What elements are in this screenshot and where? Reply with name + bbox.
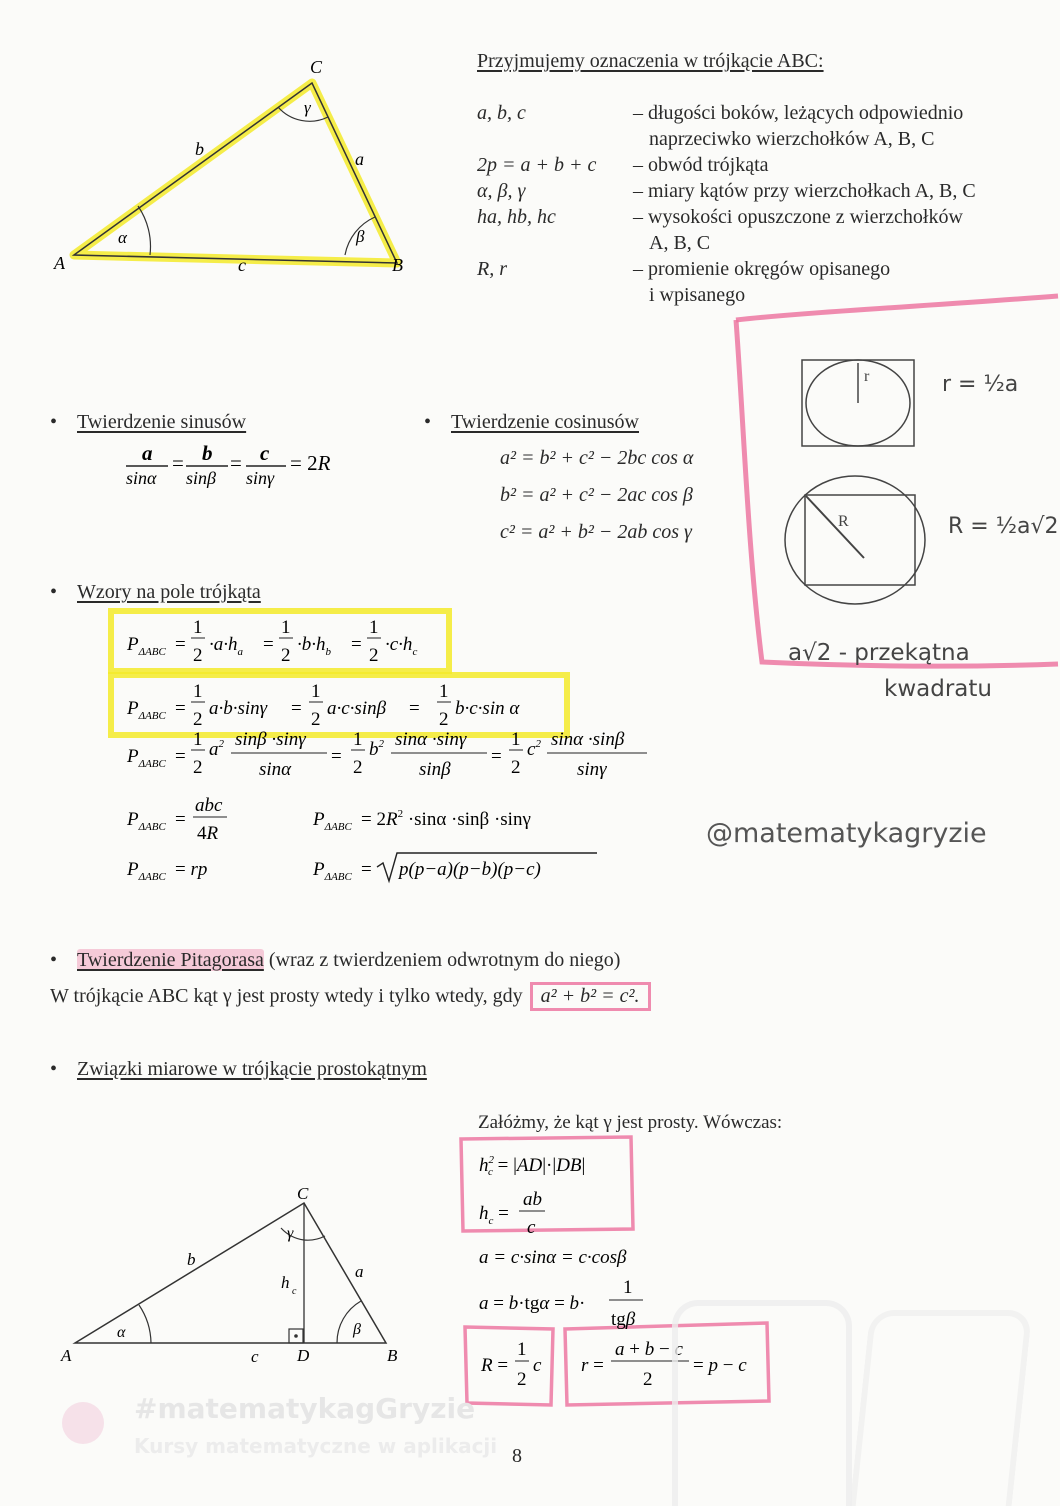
notation-heading: Przyjmujemy oznaczenia w trójkącie ABC: (477, 50, 824, 72)
note-r-formula: r = ½a (942, 372, 1019, 397)
svg-text:=: = (351, 634, 362, 655)
svg-text:a = b·tgα = b·: a = b·tgα = b· (479, 1293, 586, 1314)
side-b-label: b (195, 139, 204, 159)
svg-text:PΔABC: $P_{\Delta ABC}$ (127, 746, 166, 770)
area-formulas-block (105, 605, 665, 905)
pythagoras-heading: • Twierdzenie Pitagorasa (wraz z twierdzeniem odwrotnym do niego) (50, 949, 621, 971)
phone-mockup-icon (672, 1300, 852, 1506)
svg-text:= p − c: = p − c (693, 1355, 747, 1376)
svg-text:2: 2 (281, 645, 291, 666)
svg-text:1: 1 (623, 1277, 633, 1298)
svg-text:2: 2 (193, 645, 203, 666)
vertex-a-label: A (54, 253, 65, 273)
svg-text:1: 1 (193, 681, 203, 702)
svg-text:c: c (533, 1355, 542, 1376)
triangle-abc-diagram (40, 45, 440, 285)
side-c-label: c (238, 255, 246, 275)
svg-text:PΔABC: $P_{\Delta ABC}$ (127, 809, 166, 833)
svg-text:1: 1 (439, 681, 449, 702)
svg-text:b: b (187, 1250, 196, 1269)
note-diagonal: a√2 - przekątna (788, 640, 970, 666)
svg-text:abc: abc (195, 795, 223, 816)
svg-text:=: = (172, 451, 184, 475)
svg-text:h2c = |AD|·|DB|: $h^2$ c = |AD|·|DB| (479, 1154, 586, 1178)
svg-text:=: = (291, 698, 302, 719)
svg-text:c2: $c^2$ (527, 738, 541, 760)
svg-text:sinβ: sinβ (419, 759, 451, 780)
svg-text:PΔABC: $P_{\Delta ABC}$ (127, 698, 166, 722)
svg-text:2: 2 (193, 757, 203, 778)
svg-text:p(p−a)(p−b)(p−c): p(p−a)(p−b)(p−c) (399, 859, 541, 880)
cosine-theorem-title: • Twierdzenie cosinusów (451, 411, 639, 434)
notation-row: α, β, γ – miary kątów przy wierzchołkach A, B, C (477, 180, 976, 202)
svg-text:sinα: sinα (126, 468, 157, 488)
cosine-line-b: b² = a² + c² − 2ac cos β (500, 484, 693, 506)
svg-text:b·c·sin α: b·c·sin α (455, 698, 520, 719)
page-number: 8 (512, 1445, 522, 1467)
svg-text:sinγ: sinγ (577, 759, 607, 780)
svg-text:=: = (491, 746, 502, 767)
svg-text:B: B (387, 1346, 398, 1365)
svg-text:= rp: = rp (175, 859, 208, 880)
svg-text:R =: R = (481, 1355, 509, 1376)
svg-text:1: 1 (311, 681, 321, 702)
svg-text:a2: $a^2$ (209, 738, 224, 760)
svg-text:=: = (331, 746, 342, 767)
notation-table (477, 102, 1037, 310)
svg-text:c: c (260, 441, 270, 465)
square-inscribed-circle-sketch (796, 355, 922, 449)
sine-theorem-formula (122, 438, 347, 490)
svg-text:PΔABC: $P_{\Delta ABC}$ (313, 809, 352, 833)
svg-text:1: 1 (517, 1339, 527, 1360)
note-big-r-formula: R = ½a√2 (948, 514, 1059, 539)
svg-text:2: 2 (311, 709, 321, 730)
svg-text:1: 1 (511, 729, 521, 750)
svg-text:2: 2 (517, 1369, 527, 1390)
svg-text:α: α (117, 1324, 126, 1341)
svg-text:b2: $b^2$ (369, 738, 384, 760)
svg-text:a = c·sinα = c·cosβ: a = c·sinα = c·cosβ (479, 1247, 627, 1268)
svg-text:ab: ab (523, 1189, 542, 1210)
notation-row: ha, hb, hc – wysokości opuszczone z wierzchołków A, B, C (477, 206, 963, 254)
svg-text:β: β (353, 1321, 361, 1338)
svg-text:c: c (292, 1286, 297, 1297)
right-triangle-intro: Załóżmy, że kąt γ jest prosty. Wówczas: (478, 1112, 783, 1133)
svg-text:·c·hc: $\cdot c\cdot h_c$ (385, 634, 418, 658)
svg-text:hc =: $h_c$ = (479, 1203, 509, 1227)
notation-row: R, r – promienie okręgów opisanego i wpisanego (477, 258, 891, 306)
area-formulas-title: • Wzory na pole trójkąta (77, 581, 261, 604)
svg-text:2: 2 (439, 709, 449, 730)
watermark-subtitle: Kursy matematyczne w aplikacji (134, 1434, 498, 1458)
pythagoras-title: Twierdzenie Pitagorasa (77, 949, 264, 971)
author-handle: @matematykagryzie (706, 818, 987, 849)
svg-text:r =: r = (581, 1355, 604, 1376)
svg-text:c: c (251, 1347, 259, 1366)
svg-text:=: = (409, 698, 420, 719)
sine-theorem-title: • Twierdzenie sinusów (77, 411, 246, 434)
svg-text:c: c (527, 1217, 536, 1238)
svg-text:a: a (142, 441, 153, 465)
svg-text:PΔABC: $P_{\Delta ABC}$ (127, 859, 166, 883)
svg-text:sinα ·sinβ: sinα ·sinβ (551, 729, 625, 750)
svg-text:·a·ha: $\cdot a\cdot h_a$ (209, 634, 243, 658)
pythagoras-title-rest: (wraz z twierdzeniem odwrotnym do niego) (268, 949, 621, 971)
svg-text:tgβ: tgβ (611, 1309, 636, 1330)
phone-mockup-icon (850, 1310, 1033, 1506)
pythagoras-sentence: W trójkącie ABC kąt γ jest prosty wtedy i tylko wtedy, gdy a² + b² = c². (50, 982, 651, 1011)
svg-text:1: 1 (193, 617, 203, 638)
svg-text:2: 2 (643, 1369, 653, 1390)
svg-text:sinα ·sinγ: sinα ·sinγ (395, 729, 467, 750)
svg-text:1: 1 (369, 617, 379, 638)
svg-text:γ: γ (287, 1225, 294, 1242)
svg-text:= 2R2 ·sinα ·sinβ ·sinγ: = $2R^2 \cdot\sin\alpha \cdot\sin\beta \cdot\sin\gamma$ (361, 808, 531, 830)
svg-text:·b·hb: $\cdot b\cdot h_b$ (297, 634, 331, 658)
svg-text:=: = (175, 809, 186, 830)
svg-text:A: A (61, 1346, 72, 1365)
svg-text:PΔABC: $P_{\Delta ABC}$ (313, 859, 352, 883)
svg-text:a·b·sinγ: a·b·sinγ (209, 698, 268, 719)
svg-text:C: C (297, 1184, 309, 1203)
svg-text:2: 2 (369, 645, 379, 666)
svg-text:a: a (355, 1262, 364, 1281)
svg-text:4R: 4R (197, 823, 219, 844)
radius-r-label: r (864, 368, 870, 385)
cosine-line-a: a² = b² + c² − 2bc cos α (500, 447, 694, 469)
circle-circumscribed-square-sketch (780, 470, 940, 610)
svg-text:sinα: sinα (259, 759, 292, 780)
svg-text:= 2R: = 2R (290, 451, 331, 475)
svg-text:=: = (361, 859, 372, 880)
angle-beta-label: β (356, 227, 365, 246)
right-triangle-title: • Związki miarowe w trójkącie prostokątnym (77, 1058, 427, 1081)
svg-text:2: 2 (193, 709, 203, 730)
svg-text:1: 1 (193, 729, 203, 750)
svg-text:sinγ: sinγ (246, 468, 275, 488)
brain-logo-icon (62, 1402, 104, 1444)
svg-text:=: = (175, 746, 186, 767)
angle-alpha-label: α (118, 228, 127, 247)
svg-text:b: b (202, 441, 213, 465)
radius-big-r-label: R (838, 513, 849, 530)
svg-text:=: = (175, 634, 186, 655)
notation-row: a, b, c – długości boków, leżących odpowiednio naprzeciwko wierzchołków A, B, C (477, 102, 964, 150)
svg-text:sinβ: sinβ (186, 468, 216, 488)
right-triangle-diagram (55, 1180, 425, 1370)
watermark-brand: #matematykagGryzie (134, 1392, 476, 1425)
svg-text:a·c·sinβ: a·c·sinβ (327, 698, 387, 719)
svg-text:D: D (297, 1346, 310, 1365)
svg-text:h: h (281, 1273, 290, 1292)
svg-text:2: 2 (511, 757, 521, 778)
svg-text:=: = (263, 634, 274, 655)
angle-gamma-label: γ (304, 98, 311, 117)
notation-row: 2p = a + b + c – obwód trójkąta (477, 154, 769, 176)
svg-text:2: 2 (353, 757, 363, 778)
svg-text:PΔABC: $P_{\Delta ABC}$ (127, 634, 166, 658)
note-square: kwadratu (884, 676, 992, 702)
vertex-b-label: B (392, 255, 403, 275)
svg-text:1: 1 (353, 729, 363, 750)
svg-text:1: 1 (281, 617, 291, 638)
svg-text:=: = (175, 698, 186, 719)
svg-text:a + b − c: a + b − c (615, 1339, 683, 1360)
cosine-line-c: c² = a² + b² − 2ab cos γ (500, 521, 692, 543)
svg-text:sinβ ·sinγ: sinβ ·sinγ (235, 729, 306, 750)
vertex-c-label: C (310, 57, 323, 77)
side-a-label: a (355, 149, 364, 169)
pythagoras-formula: a² + b² = c². (530, 982, 651, 1011)
svg-text:=: = (230, 451, 242, 475)
